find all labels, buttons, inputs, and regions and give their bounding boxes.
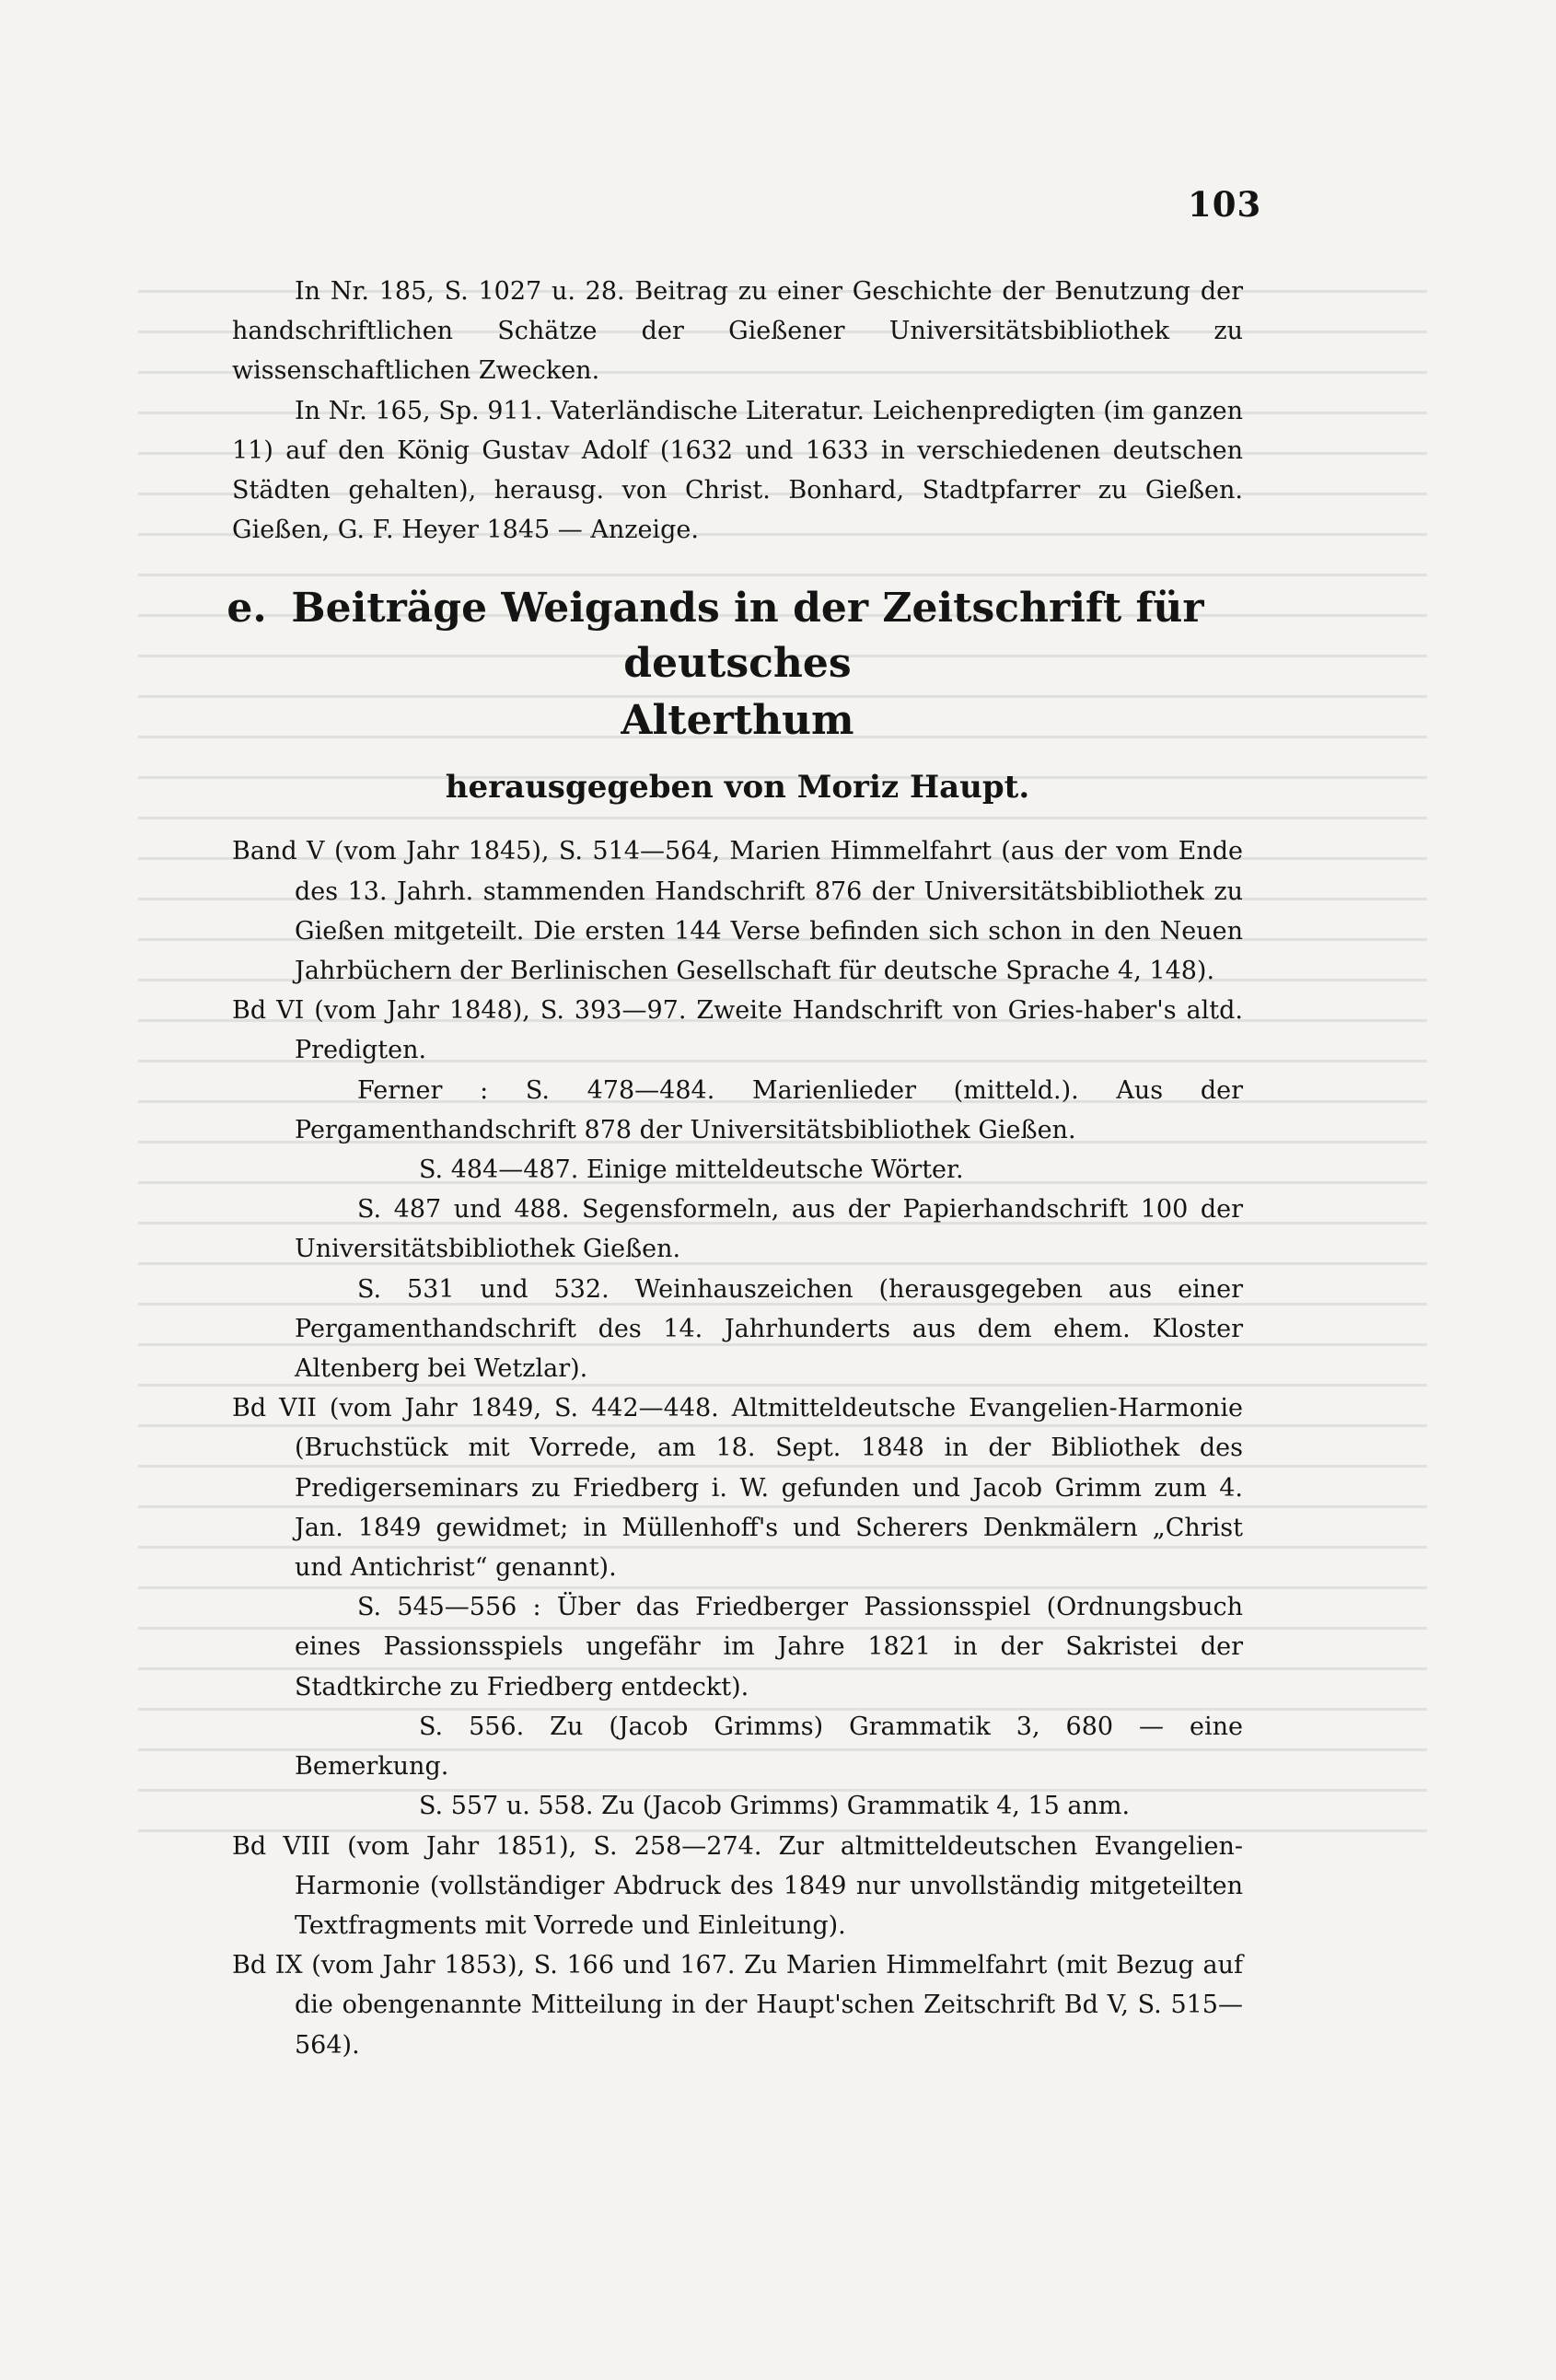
entry-bd-viii: Bd VIII (vom Jahr 1851), S. 258—274. Zur altmitteldeutschen Evangelien-Harmonie (vollständiger Abdruck des 1849 nur unvollständig mitgeteilten Textfragments mit Vorrede und Einleitung). bbox=[232, 1831, 1243, 1940]
heading-title: Beiträge Weigands in der Zeitschrift für deutsches bbox=[291, 585, 1204, 688]
entry-s-531: S. 531 und 532. Weinhauszeichen (herausgegeben aus einer Pergamenthandschrift des 14. Jahrhunderts aus dem ehem. Kloster Altenberg bei Wetzlar). bbox=[295, 1274, 1243, 1384]
section-marker: e. bbox=[226, 585, 267, 633]
heading-line-1 bbox=[226, 581, 1243, 691]
heading-subtitle: herausgegeben von Moriz Haupt. bbox=[445, 769, 1030, 807]
entry-bd-ix: Bd IX (vom Jahr 1853), S. 166 und 167. Zu Marien Himmelfahrt (mit Bezug auf die obengenannte Mitteilung in der Haupt'schen Zeitschrift Bd V, S. 515—564). bbox=[232, 1951, 1243, 2060]
entry-s-545: S. 545—556 : Über das Friedberger Passionsspiel (Ordnungsbuch eines Passionsspiels ungefähr im Jahre 1821 in der Sakristei der Stadtkirche zu Friedberg entdeckt). bbox=[295, 1593, 1243, 1701]
section-heading bbox=[226, 581, 1243, 817]
entry-s-484: S. 484—487. Einige mitteldeutsche Wörter. bbox=[419, 1155, 964, 1185]
entry-s-556: S. 556. Zu (Jacob Grimms) Grammatik 3, 680 — eine Bemerkung. bbox=[295, 1712, 1243, 1782]
heading-line-2: Alterthum bbox=[621, 697, 854, 745]
paragraph-nr-185: In Nr. 185, S. 1027 u. 28. Beitrag zu einer Geschichte der Benutzung der handschriftlichen Schätze der Gießener Universitätsbibliothek zu wissenschaftlichen Zwecken. bbox=[232, 277, 1243, 386]
entry-band-v: Band V (vom Jahr 1845), S. 514—564, Marien Himmelfahrt (aus der vom Ende des 13. Jahrh. stammenden Handschrift 876 der Universitätsbibliothek zu Gießen mitgeteilt. Die ersten 144 Verse befinden sich schon in den Neuen Jahrbüchern der Berlinischen Gesellschaft für deutsche Sprache 4, 148). bbox=[232, 837, 1243, 986]
entry-bd-vi: Bd VI (vom Jahr 1848), S. 393—97. Zweite Handschrift von Gries-haber's altd. Predigten. bbox=[232, 996, 1243, 1065]
entry-ferner: Ferner : S. 478—484. Marienlieder (mitteld.). Aus der Pergamenthandschrift 878 der Universitätsbibliothek Gießen. bbox=[295, 1075, 1243, 1144]
paragraph-nr-165: In Nr. 165, Sp. 911. Vaterländische Literatur. Leichenpredigten (im ganzen 11) auf den König Gustav Adolf (1632 und 1633 in verschiedenen deutschen Städten gehalten), herausg. von Christ. Bonhard, Stadtpfarrer zu Gießen. Gießen, G. F. Heyer 1845 — Anzeige. bbox=[232, 396, 1243, 545]
page-number: 103 bbox=[1188, 184, 1262, 225]
entry-s-557: S. 557 u. 558. Zu (Jacob Grimms) Grammatik 4, 15 anm. bbox=[419, 1792, 1131, 1821]
entry-s-487: S. 487 und 488. Segensformeln, aus der Papierhandschrift 100 der Universitätsbibliothek Gießen. bbox=[295, 1195, 1243, 1264]
entry-bd-vii: Bd VII (vom Jahr 1849, S. 442—448. Altmitteldeutsche Evangelien-Harmonie (Bruchstück mit Vorrede, am 18. Sept. 1848 in der Bibliothek des Predigerseminars zu Friedberg i. W. gefunden und Jacob Grimm zum 4. Jan. 1849 gewidmet; in Müllenhoff's und Scherers Denkmälern „Christ und Antichrist“ genannt). bbox=[232, 1394, 1243, 1583]
page-body bbox=[226, 272, 1243, 2065]
